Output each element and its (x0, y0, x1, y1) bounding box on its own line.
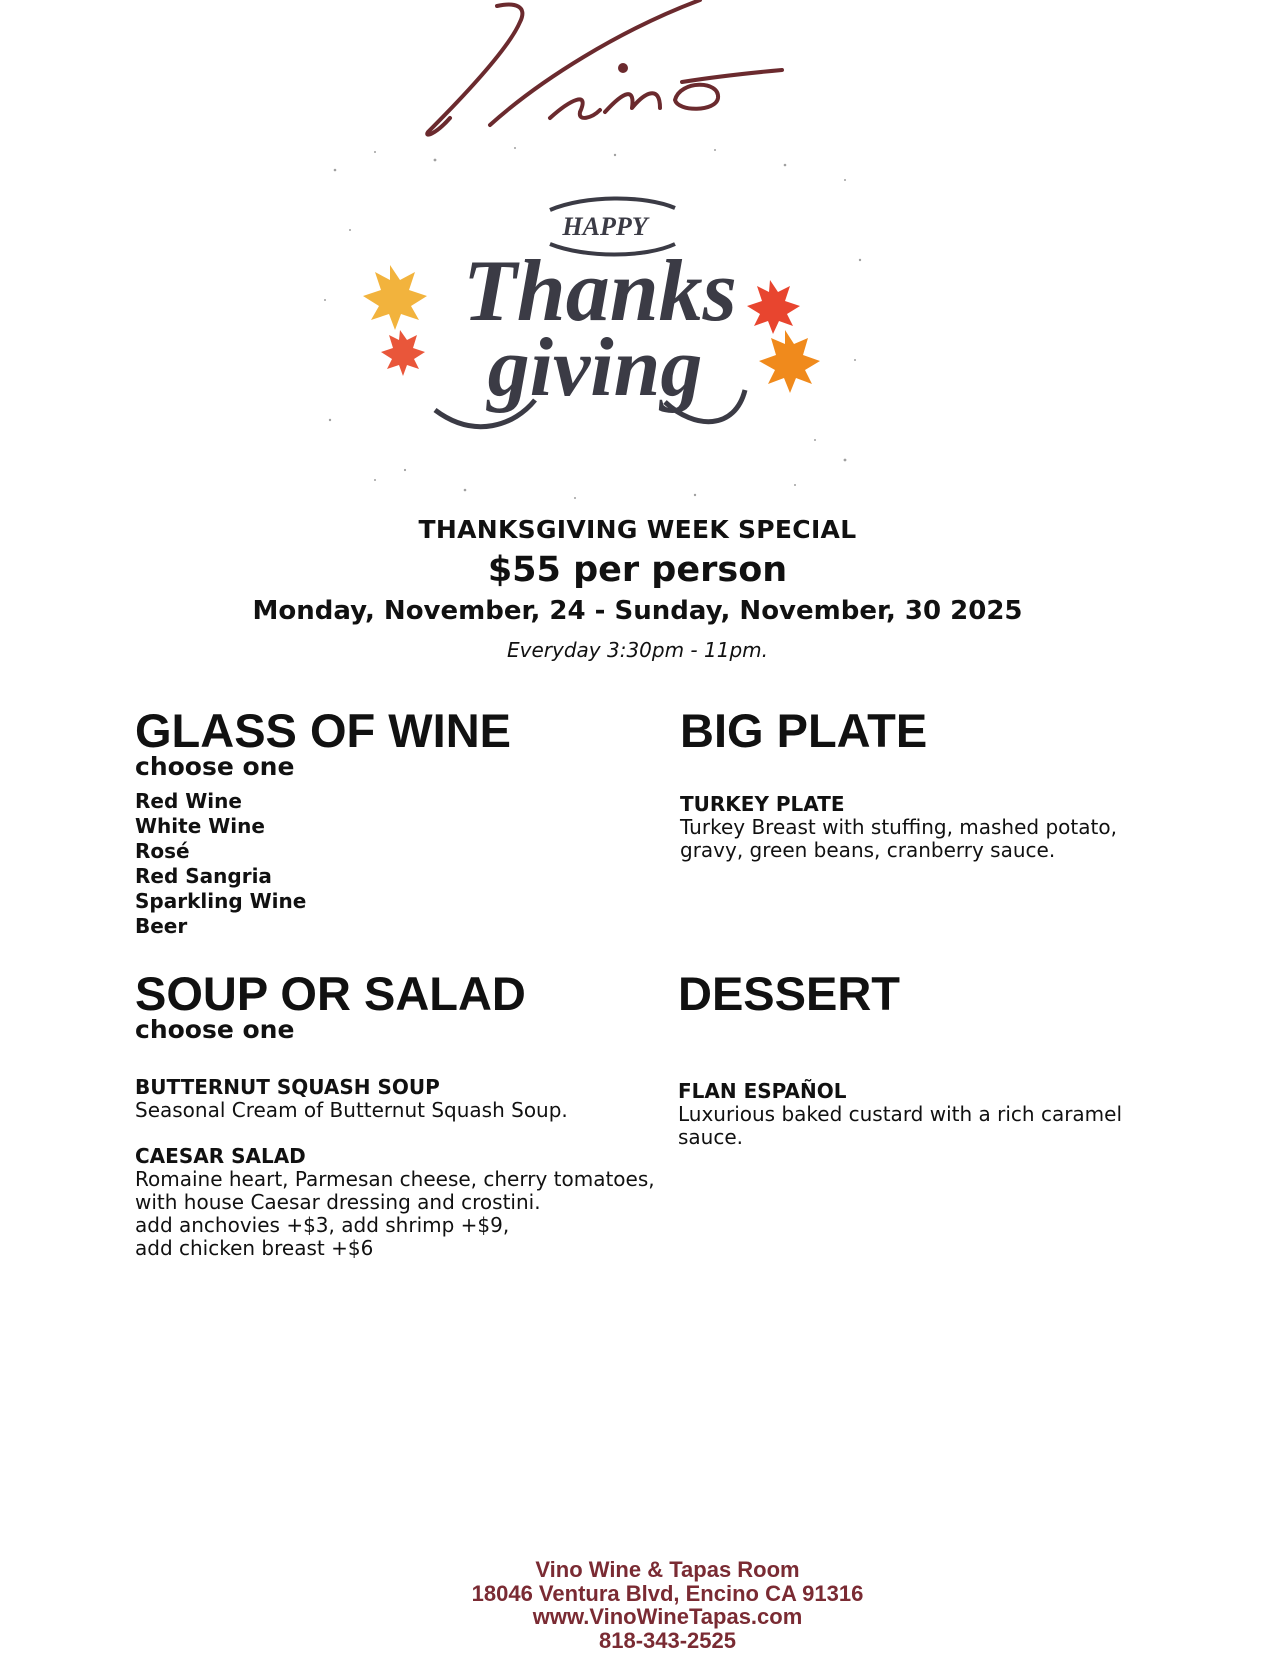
section-subheading: choose one (135, 752, 295, 781)
dish-addons: add anchovies +$3, add shrimp +$9, (135, 1213, 510, 1237)
maple-leaf-icon (759, 330, 820, 393)
date-range: Monday, November, 24 - Sunday, November, 30 2025 (252, 596, 1023, 626)
dish-name: BUTTERNUT SQUASH SOUP (135, 1075, 440, 1099)
dish (680, 793, 1150, 862)
dish-description: Turkey Breast with stuffing, mashed potato, gravy, green beans, cranberry sauce. (680, 815, 1117, 862)
dish-description: Romaine heart, Parmesan cheese, cherry tomatoes, with house Caesar dressing and crostini. (135, 1167, 655, 1214)
list-item: Rosé (135, 839, 190, 863)
section-heading: BIG PLATE (680, 704, 928, 757)
footer-phone[interactable]: 818-343-2525 (598, 1627, 736, 1653)
section-big-plate (680, 705, 1150, 862)
vino-logo (420, 0, 820, 150)
maple-leaf-icon (381, 330, 425, 376)
maple-leaf-icon (747, 280, 800, 334)
section-heading: GLASS OF WINE (135, 704, 511, 757)
list-item: Red Wine (135, 789, 242, 813)
hours: Everyday 3:30pm - 11pm. (507, 638, 768, 662)
list-item: White Wine (135, 814, 265, 838)
footer-website[interactable]: www.VinoWineTapas.com (532, 1604, 803, 1629)
dish-addons: add chicken breast +$6 (135, 1236, 374, 1260)
section-heading: SOUP OR SALAD (135, 967, 526, 1020)
dish-description: Luxurious baked custard with a rich caramel sauce. (678, 1102, 1123, 1149)
section-heading: DESSERT (678, 967, 900, 1020)
dish (135, 1076, 655, 1122)
dish (678, 1080, 1148, 1149)
hero-big-word-2: giving (487, 321, 703, 414)
footer-address: 18046 Ventura Blvd, Encino CA 91316 (471, 1580, 864, 1606)
dish-name: TURKEY PLATE (680, 792, 845, 816)
dish-description: Seasonal Cream of Butternut Squash Soup. (135, 1098, 568, 1122)
price: $55 per person (487, 550, 788, 590)
section-wine (135, 705, 655, 939)
list-item: Red Sangria (135, 864, 272, 888)
wine-list (135, 789, 655, 939)
maple-leaf-icon (363, 265, 427, 330)
dish-name: FLAN ESPAÑOL (678, 1079, 847, 1103)
list-item: Beer (135, 914, 188, 938)
section-dessert (678, 968, 1148, 1149)
section-subheading: choose one (135, 1015, 295, 1044)
footer (0, 1558, 1275, 1652)
section-soup-salad (135, 968, 655, 1260)
footer-name: Vino Wine & Tapas Room (535, 1557, 800, 1582)
special-title: THANKSGIVING WEEK SPECIAL (418, 515, 857, 544)
dish-name: CAESAR SALAD (135, 1144, 306, 1168)
happy-thanksgiving-graphic (315, 140, 875, 510)
hero-small-word: HAPPY (562, 212, 648, 241)
list-item: Sparkling Wine (135, 889, 307, 913)
hero-big-word-1: Thanks (463, 243, 737, 340)
dish (135, 1145, 655, 1260)
